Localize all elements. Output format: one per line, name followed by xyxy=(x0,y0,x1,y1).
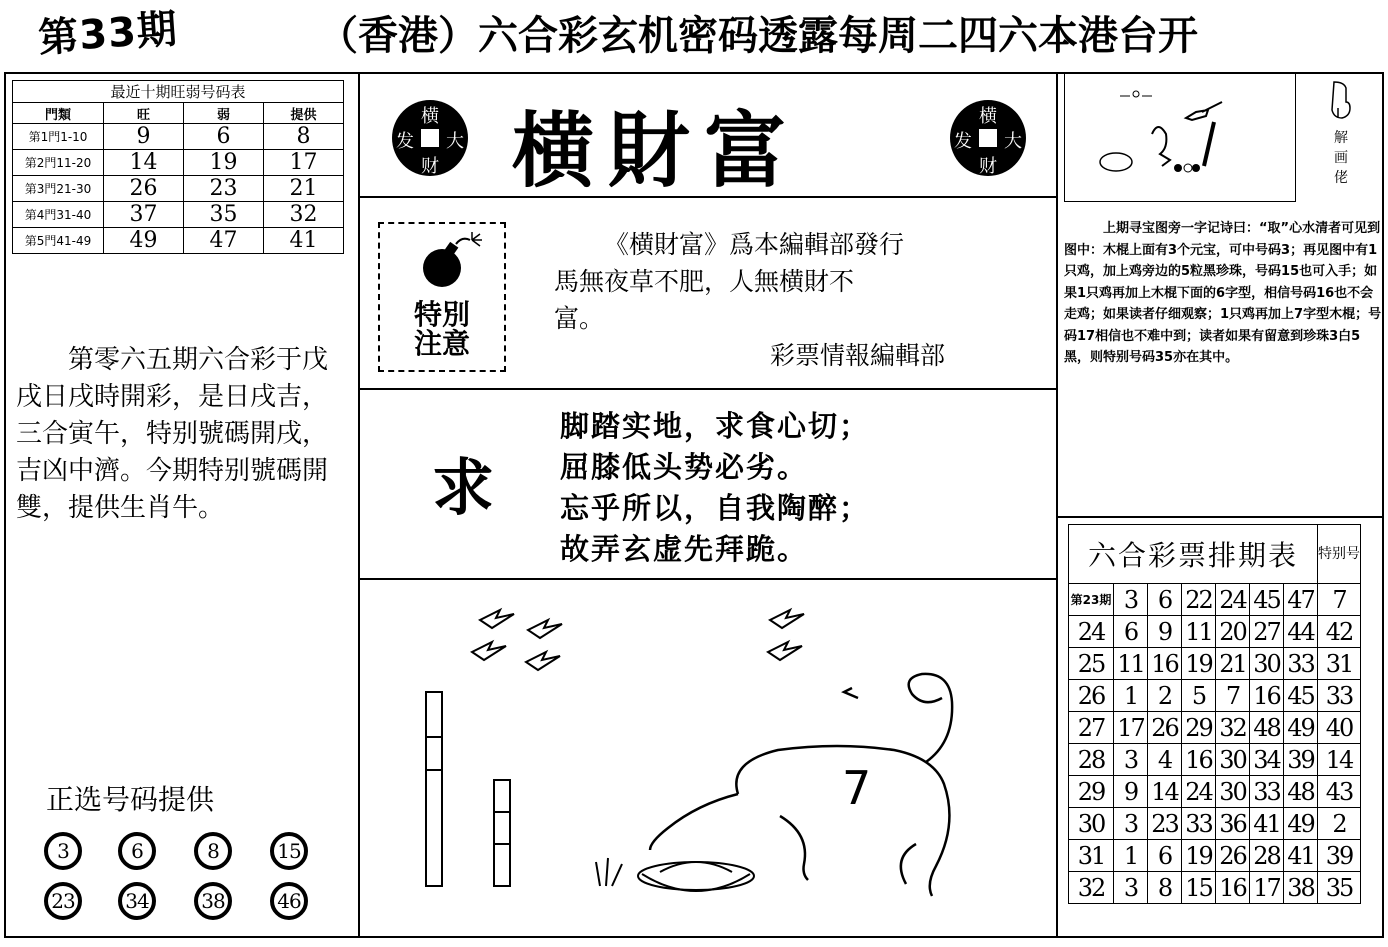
pick-number: 46 xyxy=(270,882,308,920)
cell: 48 xyxy=(1284,776,1318,808)
cell: 5 xyxy=(1182,680,1216,712)
cell: 45 xyxy=(1250,584,1284,616)
intro-line: 《横財富》爲本編輯部發行 xyxy=(604,230,905,259)
cell: 49 xyxy=(1284,808,1318,840)
cell: 21 xyxy=(264,176,344,202)
chicken-icon xyxy=(1100,153,1132,171)
row-label: 31 xyxy=(1069,840,1114,872)
pick-number: 38 xyxy=(194,882,232,920)
row-label: 第3門21-30 xyxy=(13,176,104,202)
pick-number: 34 xyxy=(118,882,156,920)
row-label: 29 xyxy=(1069,776,1114,808)
editor-signature: 彩票情報編輯部 xyxy=(770,341,946,370)
cell: 48 xyxy=(1250,712,1284,744)
table-row xyxy=(13,228,344,254)
cell: 30 xyxy=(1216,744,1250,776)
cell: 14 xyxy=(1148,776,1182,808)
special-cell: 31 xyxy=(1318,648,1361,680)
special-cell: 39 xyxy=(1318,840,1361,872)
cell: 49 xyxy=(104,228,184,254)
table-row xyxy=(1069,872,1361,904)
special-cell: 33 xyxy=(1318,680,1361,712)
table-row xyxy=(13,150,344,176)
cell: 37 xyxy=(104,202,184,228)
row-label: 第23期 xyxy=(1069,584,1114,616)
cell: 11 xyxy=(1114,648,1148,680)
issue-number: 第33期 xyxy=(36,6,180,62)
cell: 4 xyxy=(1148,744,1182,776)
left-paragraph: 第零六五期六合彩于戊戌日戌時開彩，是日戌吉，三合寅午，特别號碼開戌，吉凶中濟。今期特别號碼開雙，提供生肖牛。 xyxy=(16,345,329,523)
row-label: 第2門11-20 xyxy=(13,150,104,176)
notice-label xyxy=(388,300,496,358)
coin-left-icon xyxy=(392,100,468,176)
pointing-hand-icon xyxy=(1328,78,1354,122)
cell: 32 xyxy=(1216,712,1250,744)
special-cell: 43 xyxy=(1318,776,1361,808)
notice-label-line: 注意 xyxy=(413,327,470,360)
table-row xyxy=(1069,584,1361,616)
cell: 14 xyxy=(104,150,184,176)
cell: 30 xyxy=(1250,648,1284,680)
cell: 47 xyxy=(184,228,264,254)
cell: 33 xyxy=(1284,648,1318,680)
special-header: 特别号 xyxy=(1318,525,1361,584)
cell: 15 xyxy=(1182,872,1216,904)
cell: 26 xyxy=(1148,712,1182,744)
coin-hole xyxy=(421,129,439,147)
cell: 19 xyxy=(1182,648,1216,680)
poem-line: 故弄玄虚先拜跪。 xyxy=(560,532,809,566)
intro-line: 富。 xyxy=(554,304,605,333)
poem-line: 脚踏实地，求食心切； xyxy=(560,409,871,443)
cell: 17 xyxy=(1114,712,1148,744)
cell: 33 xyxy=(1250,776,1284,808)
cell: 41 xyxy=(1284,840,1318,872)
special-cell: 42 xyxy=(1318,616,1361,648)
special-cell: 2 xyxy=(1318,808,1361,840)
cell: 21 xyxy=(1216,648,1250,680)
riddle-side-label: 解画佬 xyxy=(1334,130,1348,186)
row-label: 26 xyxy=(1069,680,1114,712)
grass xyxy=(596,858,622,886)
cell: 3 xyxy=(1114,872,1148,904)
cell: 6 xyxy=(184,124,264,150)
poem-text xyxy=(560,406,870,570)
coin-char: 横 xyxy=(421,106,439,127)
intro-text xyxy=(554,226,1024,337)
logo-title: 横財富 xyxy=(512,103,801,199)
row-label: 28 xyxy=(1069,744,1114,776)
special-cell: 40 xyxy=(1318,712,1361,744)
cell: 9 xyxy=(104,124,184,150)
cell: 19 xyxy=(1182,840,1216,872)
cell: 16 xyxy=(1148,648,1182,680)
cell: 3 xyxy=(1114,808,1148,840)
cell: 16 xyxy=(1250,680,1284,712)
row-label: 32 xyxy=(1069,872,1114,904)
row-label: 25 xyxy=(1069,648,1114,680)
hot-cold-title: 最近十期旺弱号码表 xyxy=(13,81,344,103)
cell: 23 xyxy=(184,176,264,202)
coin-char: 大 xyxy=(446,131,464,152)
cell: 24 xyxy=(1216,584,1250,616)
pick-number: 23 xyxy=(44,882,82,920)
table-row xyxy=(1069,840,1361,872)
cell: 20 xyxy=(1216,616,1250,648)
coin-char: 横 xyxy=(979,106,997,127)
cell: 1 xyxy=(1114,680,1148,712)
cell: 49 xyxy=(1284,712,1318,744)
cell: 6 xyxy=(1114,616,1148,648)
cell: 41 xyxy=(1250,808,1284,840)
cell: 6 xyxy=(1148,584,1182,616)
cell: 26 xyxy=(1216,840,1250,872)
pick-number: 6 xyxy=(118,832,156,870)
coin-char: 财 xyxy=(979,156,997,177)
page-headline: （香港）六合彩玄机密码透露每周二四六本港台开 xyxy=(318,13,1198,59)
coin-char: 财 xyxy=(421,156,439,177)
poem-line: 屈膝低头势必劣。 xyxy=(560,450,809,484)
table-header: 弱 xyxy=(184,103,264,124)
tiger-digit: 7 xyxy=(842,761,872,815)
cell: 26 xyxy=(104,176,184,202)
cell: 38 xyxy=(1284,872,1318,904)
cell: 28 xyxy=(1250,840,1284,872)
row-label: 第5門41-49 xyxy=(13,228,104,254)
cell: 2 xyxy=(1148,680,1182,712)
cell: 35 xyxy=(184,202,264,228)
cell: 24 xyxy=(1182,776,1216,808)
bird-icon xyxy=(472,610,804,670)
cell: 30 xyxy=(1216,776,1250,808)
row-label: 30 xyxy=(1069,808,1114,840)
cell: 44 xyxy=(1284,616,1318,648)
table-row xyxy=(1069,808,1361,840)
cell: 32 xyxy=(264,202,344,228)
bomb-icon xyxy=(414,232,490,292)
riddle-picture xyxy=(1090,82,1290,194)
coin-hole xyxy=(979,129,997,147)
notice-label-line: 特別 xyxy=(413,298,470,331)
picks-title: 正选号码提供 xyxy=(46,783,215,816)
special-cell: 7 xyxy=(1318,584,1361,616)
cell: 9 xyxy=(1148,616,1182,648)
row-label: 27 xyxy=(1069,712,1114,744)
table-header: 提供 xyxy=(264,103,344,124)
intro-line: 馬無夜草不肥，人無横財不 xyxy=(554,267,855,296)
cell: 45 xyxy=(1284,680,1318,712)
cell: 17 xyxy=(1250,872,1284,904)
table-row xyxy=(13,202,344,228)
cell: 3 xyxy=(1114,584,1148,616)
special-cell: 35 xyxy=(1318,872,1361,904)
cell: 8 xyxy=(1148,872,1182,904)
divider-schedule xyxy=(1056,516,1384,518)
schedule-table xyxy=(1068,524,1361,904)
table-row xyxy=(1069,776,1361,808)
cell: 11 xyxy=(1182,616,1216,648)
pick-number: 3 xyxy=(44,832,82,870)
poem-line: 忘乎所以，自我陶醉； xyxy=(560,491,871,525)
cell: 6 xyxy=(1148,840,1182,872)
cell: 16 xyxy=(1182,744,1216,776)
special-cell: 14 xyxy=(1318,744,1361,776)
schedule-title: 六合彩票排期表 xyxy=(1069,525,1318,584)
cell: 29 xyxy=(1182,712,1216,744)
cell: 41 xyxy=(264,228,344,254)
table-header: 旺 xyxy=(104,103,184,124)
cell: 27 xyxy=(1250,616,1284,648)
row-label: 第1門1-10 xyxy=(13,124,104,150)
row-label: 24 xyxy=(1069,616,1114,648)
row-label: 第4門31-40 xyxy=(13,202,104,228)
cell: 1 xyxy=(1114,840,1148,872)
table-row xyxy=(1069,616,1361,648)
cell: 19 xyxy=(184,150,264,176)
table-header: 門類 xyxy=(13,103,104,124)
table-row xyxy=(13,176,344,202)
cell: 23 xyxy=(1148,808,1182,840)
divider-poem xyxy=(358,578,1058,580)
pick-number: 15 xyxy=(270,832,308,870)
coin-char: 大 xyxy=(1004,131,1022,152)
pick-number: 8 xyxy=(194,832,232,870)
table-row xyxy=(13,124,344,150)
table-row xyxy=(1069,648,1361,680)
table-row xyxy=(1069,680,1361,712)
cell: 34 xyxy=(1250,744,1284,776)
cell: 36 xyxy=(1216,808,1250,840)
cell: 8 xyxy=(264,124,344,150)
riddle-text: 上期寻宝图旁一字记诗曰：“取”心水清者可见到图中：木棍上面有3个元宝，可中号码3；再见图中有1只鸡，加上鸡旁边的5粒黑珍珠，号码15也可入手；如果1只鸡再加上木棍下面的6字型，相信号码16也不会走鸡；如果读者仔细观察；1只鸡再加上7字型木棍；号码17相信也不难中到；读者如果有留意到珍珠3白5黑，则特别号码35亦在其中。 xyxy=(1064,221,1382,365)
cell: 33 xyxy=(1182,808,1216,840)
cell: 39 xyxy=(1284,744,1318,776)
coin-char: 发 xyxy=(396,131,414,152)
cell: 22 xyxy=(1182,584,1216,616)
table-row xyxy=(1069,744,1361,776)
cell: 9 xyxy=(1114,776,1148,808)
coin-right-icon xyxy=(950,100,1026,176)
cell: 3 xyxy=(1114,744,1148,776)
coin-char: 发 xyxy=(954,131,972,152)
divider-notice xyxy=(358,388,1058,390)
cell: 16 xyxy=(1216,872,1250,904)
tiger-illustration xyxy=(360,582,1054,934)
cell: 17 xyxy=(264,150,344,176)
cell: 7 xyxy=(1216,680,1250,712)
table-row xyxy=(1069,712,1361,744)
cell: 47 xyxy=(1284,584,1318,616)
bamboo-pole xyxy=(426,692,510,886)
poem-big-char: 求 xyxy=(432,451,495,524)
hot-cold-table xyxy=(12,80,344,254)
